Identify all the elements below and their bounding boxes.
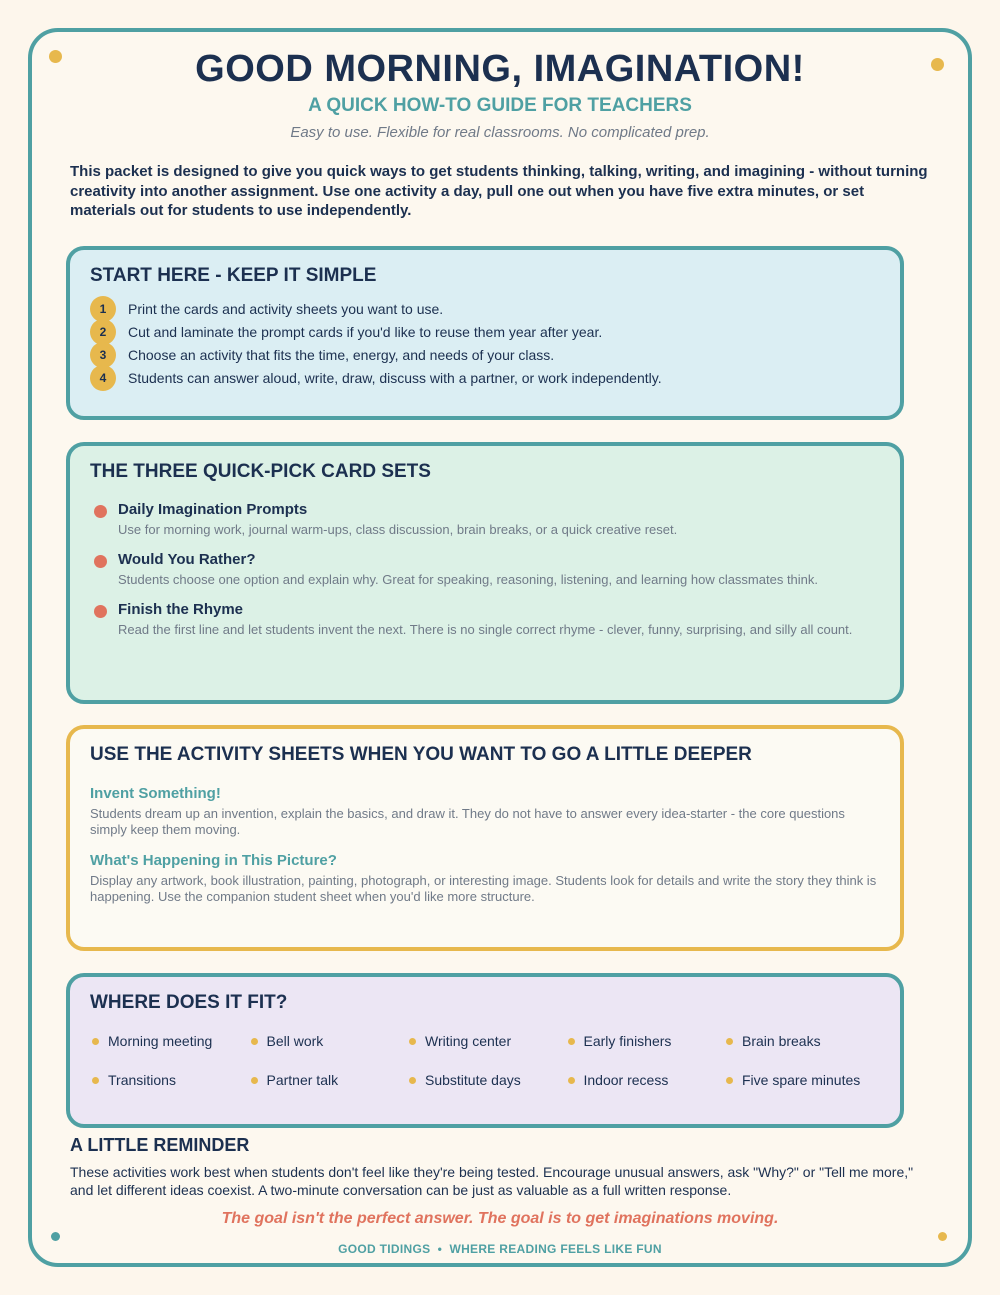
fit-item-label: Indoor recess [583, 1072, 669, 1088]
start-here-heading: START HERE - KEEP IT SIMPLE [90, 265, 377, 286]
bullet-icon [409, 1038, 416, 1045]
bullet-icon [409, 1077, 416, 1084]
bullet-icon [568, 1077, 575, 1084]
step-item [90, 320, 880, 343]
fit-item [90, 1071, 249, 1089]
card-set-title: Would You Rather? [118, 551, 256, 568]
fit-item [249, 1032, 408, 1050]
bullet-icon [568, 1038, 575, 1045]
card-set-description: Students choose one option and explain why. Great for speaking, reasoning, listening, and learning how classmates think. [118, 572, 819, 587]
step-number-badge: 3 [90, 342, 116, 368]
card-set-title: Daily Imagination Prompts [118, 501, 308, 518]
activity-sheets-panel [66, 725, 904, 951]
page-tagline: Easy to use. Flexible for real classrooms. No complicated prep. [290, 124, 710, 141]
goal-statement: The goal isn't the perfect answer. The goal is to get imaginations moving. [221, 1210, 779, 1227]
footer-brand: GOOD TIDINGS • WHERE READING FEELS LIKE FUN [338, 1242, 662, 1256]
activity-description: Display any artwork, book illustration, painting, photograph, or interesting image. Students look for details and write the story they think is happening. Use the companion student sheet when you'd like more structure. [90, 873, 877, 904]
step-number-badge: 2 [90, 319, 116, 345]
page-title: GOOD MORNING, IMAGINATION! [195, 48, 805, 90]
step-text: Choose an activity that fits the time, energy, and needs of your class. [128, 346, 555, 363]
fit-item [724, 1032, 883, 1050]
where-fit-grid [90, 1032, 880, 1089]
where-fit-panel [66, 973, 904, 1128]
card-set-item [90, 601, 880, 638]
fit-item-label: Morning meeting [108, 1033, 213, 1049]
fit-item [90, 1032, 249, 1050]
bullet-icon [251, 1038, 258, 1045]
step-text: Students can answer aloud, write, draw, discuss with a partner, or work independently. [128, 369, 662, 386]
bullet-icon [92, 1038, 99, 1045]
bullet-icon [94, 505, 107, 518]
card-set-item [90, 501, 880, 538]
bullet-icon [92, 1077, 99, 1084]
fit-item-label: Early finishers [583, 1033, 672, 1049]
fit-item [566, 1032, 725, 1050]
activity-sheets-heading: USE THE ACTIVITY SHEETS WHEN YOU WANT TO GO A LITTLE DEEPER [90, 744, 752, 765]
decorative-dot [51, 1232, 60, 1241]
activity-title: Invent Something! [90, 785, 221, 802]
fit-item [407, 1032, 566, 1050]
fit-item-label: Partner talk [266, 1072, 339, 1088]
steps-list [90, 297, 880, 389]
fit-item-label: Transitions [108, 1072, 176, 1088]
bullet-icon [251, 1077, 258, 1084]
activity-item [90, 785, 880, 838]
step-item [90, 343, 880, 366]
where-fit-heading: WHERE DOES IT FIT? [90, 992, 288, 1013]
bullet-icon [94, 605, 107, 618]
bullet-icon [726, 1077, 733, 1084]
card-sets-heading: THE THREE QUICK-PICK CARD SETS [90, 461, 431, 482]
fit-item-label: Bell work [266, 1033, 324, 1049]
card-sets-panel [66, 442, 904, 704]
intro-paragraph: This packet is designed to give you quick ways to get students thinking, talking, writing, and imagining - without turning creativity into another assignment. Use one activity a day, pull one out when you have five extra minutes, or set materials out for students to use independently. [70, 163, 928, 219]
reminder-text: These activities work best when students don't feel like they're being tested. Encourage unusual answers, ask "Why?" or "Tell me more," and let different ideas coexist. A two-minute conversation can be just as valuable as a full written response. [70, 1164, 914, 1198]
card-set-description: Read the first line and let students invent the next. There is no single correct rhyme - clever, funny, surprising, and silly all count. [118, 622, 853, 637]
fit-item-label: Brain breaks [742, 1033, 821, 1049]
bullet-icon [94, 555, 107, 568]
step-item [90, 297, 880, 320]
step-item [90, 366, 880, 389]
decorative-dot [938, 1232, 947, 1241]
fit-item-label: Five spare minutes [742, 1072, 861, 1088]
fit-item [724, 1071, 883, 1089]
fit-item [407, 1071, 566, 1089]
step-text: Cut and laminate the prompt cards if you'd like to reuse them year after year. [128, 323, 603, 340]
step-number-badge: 1 [90, 296, 116, 322]
card-set-title: Finish the Rhyme [118, 601, 244, 618]
card-set-item [90, 551, 880, 588]
fit-item [249, 1071, 408, 1089]
activity-title: What's Happening in This Picture? [90, 852, 337, 869]
fit-item-label: Substitute days [425, 1072, 521, 1088]
reminder-heading: A LITTLE REMINDER [70, 1135, 250, 1155]
start-here-panel [66, 246, 904, 420]
activity-description: Students dream up an invention, explain the basics, and draw it. They do not have to answer every idea-starter - the core questions simply keep them moving. [90, 806, 845, 837]
step-number-badge: 4 [90, 365, 116, 391]
activity-item [90, 852, 880, 905]
fit-item-label: Writing center [425, 1033, 512, 1049]
page-subtitle: A QUICK HOW-TO GUIDE FOR TEACHERS [308, 95, 692, 116]
step-text: Print the cards and activity sheets you want to use. [128, 300, 444, 317]
bullet-icon [726, 1038, 733, 1045]
fit-item [566, 1071, 725, 1089]
card-set-description: Use for morning work, journal warm-ups, class discussion, brain breaks, or a quick creative reset. [118, 522, 678, 537]
